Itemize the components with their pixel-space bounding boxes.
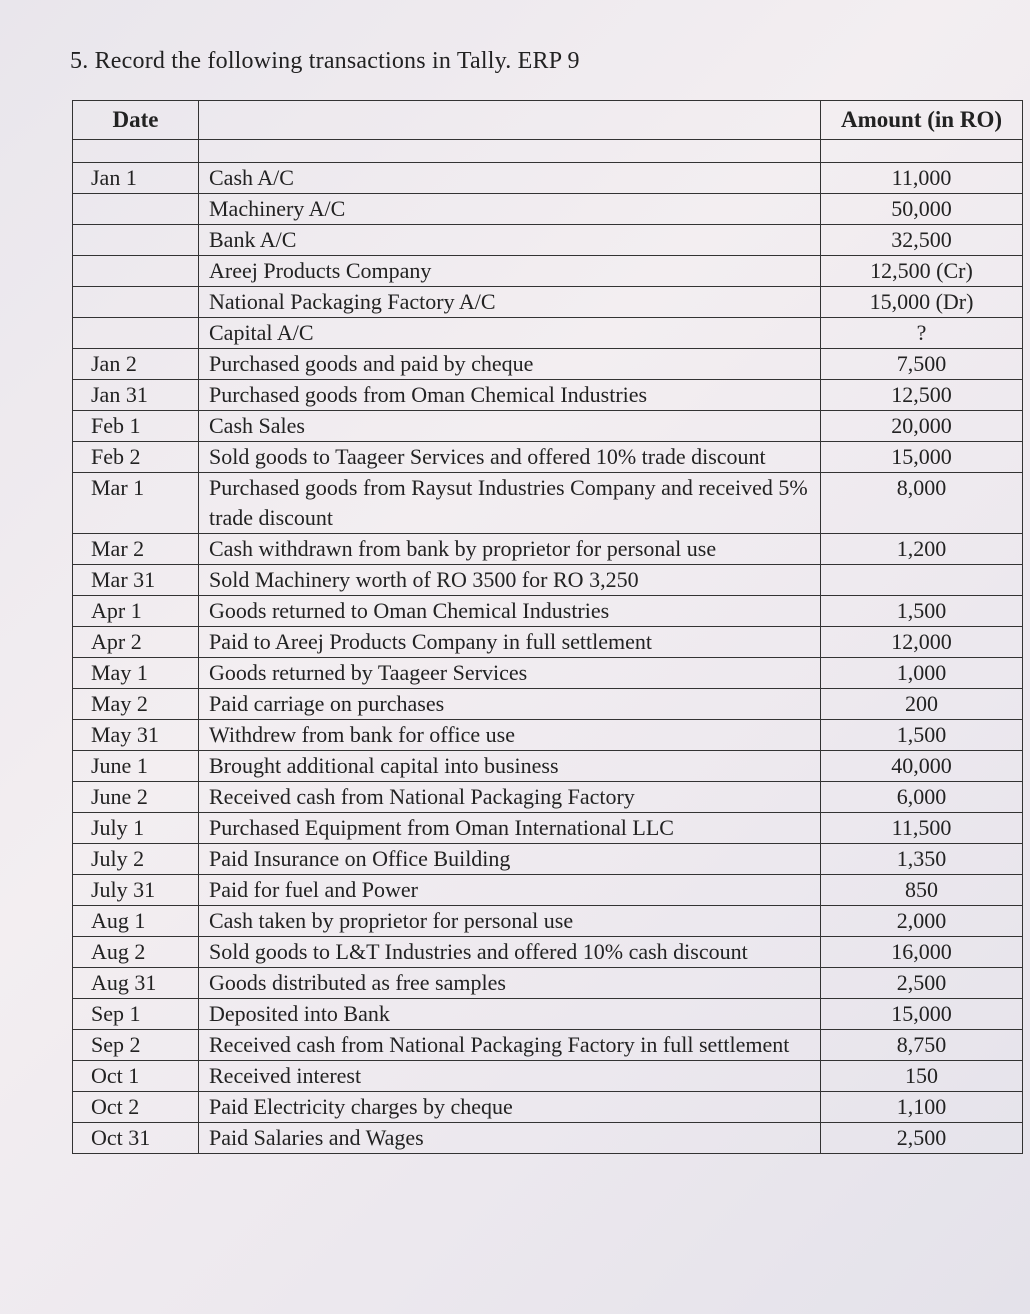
table-row	[73, 442, 1023, 473]
date-column-header: Date	[73, 101, 199, 140]
date-cell: June 2	[73, 782, 199, 813]
spacer-cell	[821, 140, 1023, 163]
description-cell: National Packaging Factory A/C	[199, 287, 821, 318]
description-cell: Paid Electricity charges by cheque	[199, 1092, 821, 1123]
amount-cell: 150	[821, 1061, 1023, 1092]
amount-cell: 40,000	[821, 751, 1023, 782]
amount-cell: 7,500	[821, 349, 1023, 380]
description-cell: Paid to Areej Products Company in full settlement	[199, 627, 821, 658]
date-cell: Oct 2	[73, 1092, 199, 1123]
description-cell: Deposited into Bank	[199, 999, 821, 1030]
table-row	[73, 256, 1023, 287]
description-cell: Brought additional capital into business	[199, 751, 821, 782]
amount-cell: 12,500 (Cr)	[821, 256, 1023, 287]
amount-cell: 50,000	[821, 194, 1023, 225]
table-row	[73, 1030, 1023, 1061]
amount-cell: 15,000 (Dr)	[821, 287, 1023, 318]
description-cell: Cash A/C	[199, 163, 821, 194]
table-row	[73, 782, 1023, 813]
date-cell	[73, 287, 199, 318]
amount-cell: 1,200	[821, 534, 1023, 565]
table-row	[73, 689, 1023, 720]
description-cell: Capital A/C	[199, 318, 821, 349]
date-cell: May 1	[73, 658, 199, 689]
date-cell: Mar 2	[73, 534, 199, 565]
date-cell: Aug 1	[73, 906, 199, 937]
amount-cell: 1,000	[821, 658, 1023, 689]
description-cell: Paid Salaries and Wages	[199, 1123, 821, 1154]
amount-cell: 1,350	[821, 844, 1023, 875]
amount-cell: 2,500	[821, 1123, 1023, 1154]
spacer-cell	[199, 140, 821, 163]
description-cell: Paid carriage on purchases	[199, 689, 821, 720]
description-cell: Received interest	[199, 1061, 821, 1092]
table-row	[73, 565, 1023, 596]
date-cell: Aug 2	[73, 937, 199, 968]
amount-cell: 12,500	[821, 380, 1023, 411]
table-header-row	[73, 101, 1023, 140]
table-row	[73, 349, 1023, 380]
date-cell: Feb 1	[73, 411, 199, 442]
date-cell: Apr 2	[73, 627, 199, 658]
description-cell: Paid Insurance on Office Building	[199, 844, 821, 875]
description-cell: Cash taken by proprietor for personal use	[199, 906, 821, 937]
amount-cell: 8,000	[821, 473, 1023, 534]
table-row	[73, 1092, 1023, 1123]
description-cell: Goods returned to Oman Chemical Industries	[199, 596, 821, 627]
description-cell: Received cash from National Packaging Factory in full settlement	[199, 1030, 821, 1061]
transactions-table	[72, 100, 1023, 1154]
description-cell: Purchased Equipment from Oman International LLC	[199, 813, 821, 844]
date-cell: Apr 1	[73, 596, 199, 627]
table-row	[73, 813, 1023, 844]
date-cell: July 1	[73, 813, 199, 844]
amount-cell	[821, 565, 1023, 596]
table-row	[73, 473, 1023, 534]
amount-cell: 32,500	[821, 225, 1023, 256]
amount-cell: 200	[821, 689, 1023, 720]
amount-column-header: Amount (in RO)	[821, 101, 1023, 140]
description-cell: Goods distributed as free samples	[199, 968, 821, 999]
table-row	[73, 751, 1023, 782]
amount-cell: 850	[821, 875, 1023, 906]
table-row	[73, 875, 1023, 906]
description-cell: Received cash from National Packaging Factory	[199, 782, 821, 813]
description-cell: Sold Machinery worth of RO 3500 for RO 3,250	[199, 565, 821, 596]
amount-cell: 15,000	[821, 442, 1023, 473]
date-cell	[73, 256, 199, 287]
table-row	[73, 194, 1023, 225]
date-cell: Oct 31	[73, 1123, 199, 1154]
transactions-table-container	[72, 100, 1022, 1154]
description-cell: Machinery A/C	[199, 194, 821, 225]
table-row	[73, 999, 1023, 1030]
description-cell: Areej Products Company	[199, 256, 821, 287]
table-row	[73, 1123, 1023, 1154]
transactions-body	[73, 140, 1023, 1154]
amount-cell: 16,000	[821, 937, 1023, 968]
date-cell: Jan 31	[73, 380, 199, 411]
description-cell: Purchased goods from Oman Chemical Industries	[199, 380, 821, 411]
spacer-cell	[73, 140, 199, 163]
amount-cell: 8,750	[821, 1030, 1023, 1061]
table-row	[73, 658, 1023, 689]
amount-cell: 1,500	[821, 720, 1023, 751]
table-row	[73, 534, 1023, 565]
spacer-row	[73, 140, 1023, 163]
table-row	[73, 163, 1023, 194]
description-cell: Sold goods to L&T Industries and offered 10% cash discount	[199, 937, 821, 968]
amount-cell: 1,500	[821, 596, 1023, 627]
table-row	[73, 225, 1023, 256]
table-row	[73, 596, 1023, 627]
table-row	[73, 1061, 1023, 1092]
amount-cell: ?	[821, 318, 1023, 349]
table-row	[73, 318, 1023, 349]
date-cell: Oct 1	[73, 1061, 199, 1092]
description-cell: Purchased goods and paid by cheque	[199, 349, 821, 380]
table-row	[73, 411, 1023, 442]
amount-cell: 11,000	[821, 163, 1023, 194]
amount-cell: 6,000	[821, 782, 1023, 813]
table-row	[73, 627, 1023, 658]
amount-cell: 12,000	[821, 627, 1023, 658]
description-cell: Bank A/C	[199, 225, 821, 256]
description-cell: Cash Sales	[199, 411, 821, 442]
description-column-header	[199, 101, 821, 140]
description-cell: Purchased goods from Raysut Industries Company and received 5% trade discount	[199, 473, 821, 534]
table-row	[73, 380, 1023, 411]
date-cell: May 31	[73, 720, 199, 751]
table-row	[73, 937, 1023, 968]
date-cell: July 2	[73, 844, 199, 875]
description-cell: Paid for fuel and Power	[199, 875, 821, 906]
date-cell	[73, 318, 199, 349]
amount-cell: 11,500	[821, 813, 1023, 844]
description-cell: Sold goods to Taageer Services and offered 10% trade discount	[199, 442, 821, 473]
date-cell: Jan 2	[73, 349, 199, 380]
date-cell: Sep 2	[73, 1030, 199, 1061]
table-row	[73, 844, 1023, 875]
description-cell: Goods returned by Taageer Services	[199, 658, 821, 689]
amount-cell: 15,000	[821, 999, 1023, 1030]
table-row	[73, 720, 1023, 751]
date-cell: Jan 1	[73, 163, 199, 194]
table-row	[73, 287, 1023, 318]
date-cell: May 2	[73, 689, 199, 720]
amount-cell: 20,000	[821, 411, 1023, 442]
date-cell: Mar 1	[73, 473, 199, 534]
amount-cell: 1,100	[821, 1092, 1023, 1123]
table-row	[73, 968, 1023, 999]
table-row	[73, 906, 1023, 937]
amount-cell: 2,000	[821, 906, 1023, 937]
date-cell: June 1	[73, 751, 199, 782]
date-cell: Mar 31	[73, 565, 199, 596]
date-cell: Aug 31	[73, 968, 199, 999]
date-cell: July 31	[73, 875, 199, 906]
description-cell: Withdrew from bank for office use	[199, 720, 821, 751]
description-cell: Cash withdrawn from bank by proprietor for personal use	[199, 534, 821, 565]
date-cell: Feb 2	[73, 442, 199, 473]
date-cell: Sep 1	[73, 999, 199, 1030]
date-cell	[73, 194, 199, 225]
page-heading: 5. Record the following transactions in Tally. ERP 9	[70, 48, 580, 74]
amount-cell: 2,500	[821, 968, 1023, 999]
date-cell	[73, 225, 199, 256]
